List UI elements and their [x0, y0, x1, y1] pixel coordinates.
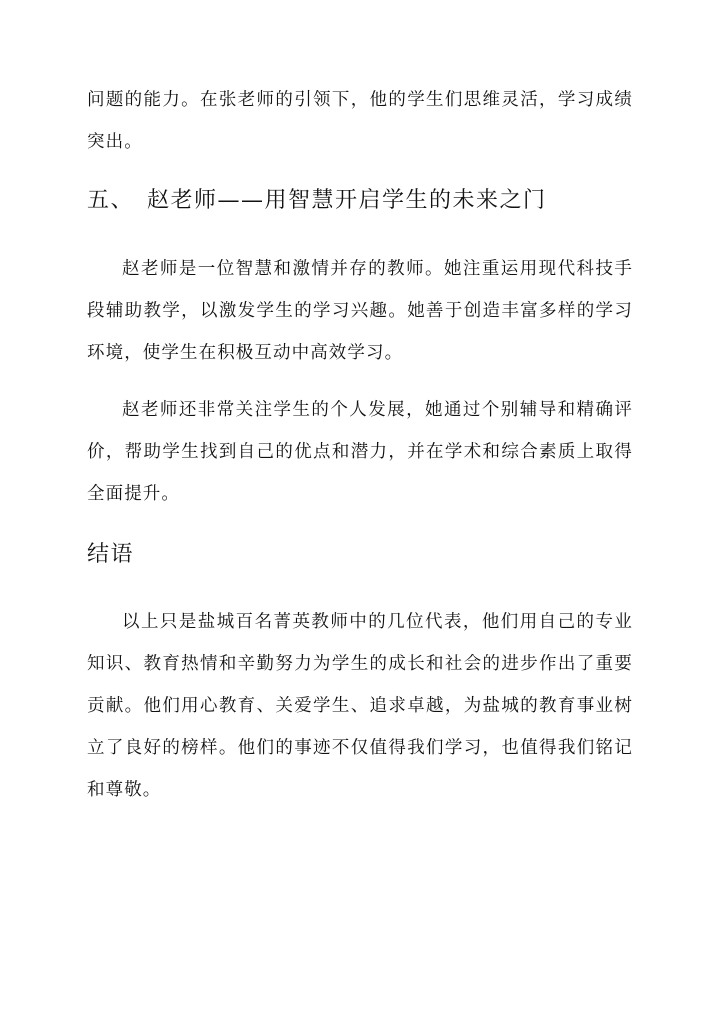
paragraph-line: 和尊敬。: [87, 780, 162, 800]
paragraph-line: 全面提升。: [87, 484, 180, 504]
conclusion-heading: 结语: [87, 542, 135, 567]
paragraph-line: 问题的能力。在张老师的引领下，他的学生们思维灵活，学习成绩: [87, 90, 633, 110]
paragraph-line: 贡献。他们用心教育、关爱学生、追求卓越，为盐城的教育事业树: [87, 696, 633, 716]
paragraph-line: 赵老师还非常关注学生的个人发展，她通过个别辅导和精确评: [122, 400, 633, 420]
section-title: 赵老师——用智慧开启学生的未来之门: [147, 188, 547, 213]
paragraph-line: 价，帮助学生找到自己的优点和潜力，并在学术和综合素质上取得: [87, 442, 633, 462]
paragraph-line: 以上只是盐城百名菁英教师中的几位代表，他们用自己的专业: [122, 612, 633, 632]
paragraph-line: 赵老师是一位智慧和激情并存的教师。她注重运用现代科技手: [122, 259, 633, 279]
paragraph-line: 立了良好的榜样。他们的事迹不仅值得我们学习，也值得我们铭记: [87, 738, 633, 758]
section-number: 五、: [87, 188, 135, 213]
paragraph-line: 知识、教育热情和辛勤努力为学生的成长和社会的进步作出了重要: [87, 654, 633, 674]
paragraph-line: 突出。: [87, 132, 143, 152]
section-heading: [87, 186, 547, 216]
paragraph-line: 段辅助教学，以激发学生的学习兴趣。她善于创造丰富多样的学习: [87, 301, 633, 321]
paragraph-line: 环境，使学生在积极互动中高效学习。: [87, 343, 404, 363]
